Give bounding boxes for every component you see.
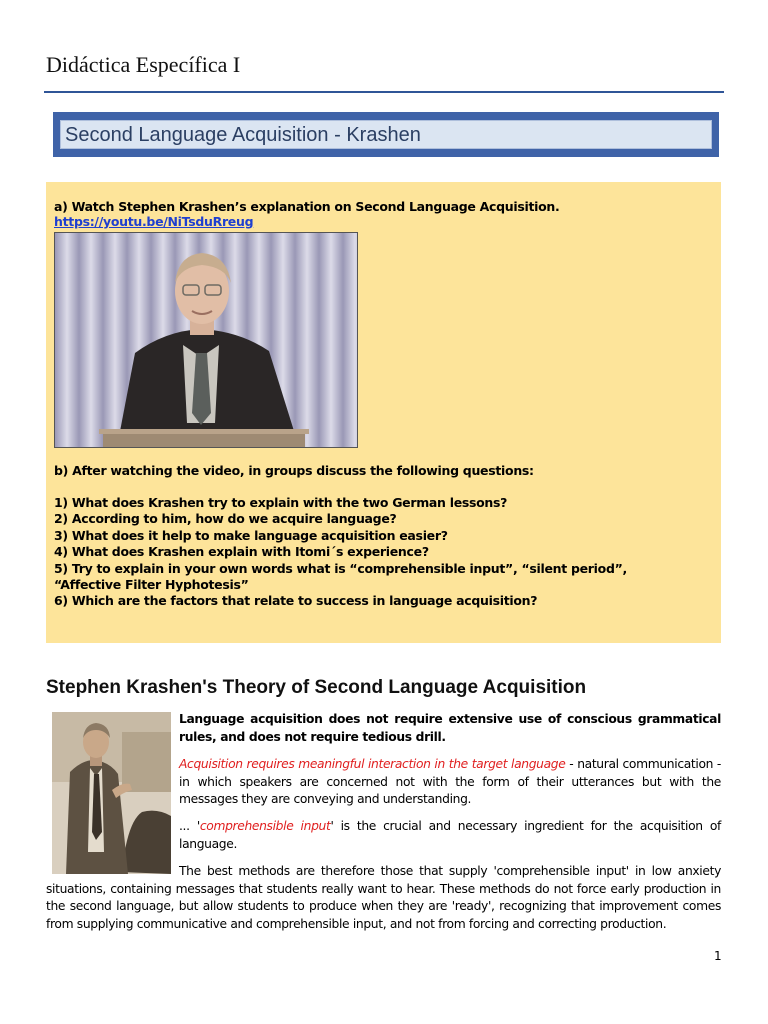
question-item: 4) What does Krashen explain with Itomi´s experience? (54, 544, 429, 560)
header-divider (44, 91, 724, 93)
question-item: 2) According to him, how do we acquire language? (54, 511, 397, 527)
question-list (54, 495, 674, 610)
video-link[interactable]: https://youtu.be/NiTsduRreug (54, 214, 254, 229)
task-box (46, 182, 721, 643)
paragraph-3 (179, 818, 721, 853)
task-a (54, 199, 721, 229)
paragraph-2 (179, 756, 721, 809)
page-title: Second Language Acquisition - Krashen (60, 120, 712, 149)
paragraph-3-prefix: ... ' (179, 819, 200, 833)
question-item: 3) What does it help to make language acquisition easier? (54, 527, 448, 543)
question-item: 1) What does Krashen try to explain with the two German lessons? (54, 495, 508, 510)
title-box (53, 112, 719, 157)
question-item: 5) Try to explain in your own words what is “comprehensible input”, “silent period”, “Affective Filter Hyphotesis” (54, 560, 627, 593)
task-a-text: a) Watch Stephen Krashen’s explanation on Second Language Acquisition. (54, 199, 560, 214)
task-b: b) After watching the video, in groups discuss the following questions: (54, 463, 534, 478)
paragraph-4: The best methods are therefore those that supply 'comprehensible input' in low anxiety situations, containing messages that students really want to hear. These methods do not force early production in the second language, but allow students to produce when they are 'ready', recognizing that improvement comes from supplying communicative and comprehensible input, and not from forcing and correcting production. (46, 864, 721, 931)
highlight-comprehensible-input: comprehensible input (199, 819, 331, 833)
document-header: Didáctica Específica I (46, 52, 241, 77)
krashen-photo (52, 712, 171, 874)
video-thumbnail[interactable] (54, 232, 358, 448)
paragraph-2-text: - natural communication - in which speakers are concerned not with the form of their utterances but with the messages they are conveying and understanding. (179, 757, 721, 806)
paragraph-3-text: ' is the crucial and necessary ingredient for the acquisition of language. (179, 819, 721, 851)
paragraph-1: Language acquisition does not require extensive use of conscious grammatical rules, and does not require tedious drill. (179, 712, 721, 744)
highlight-meaningful-interaction: Acquisition requires meaningful interaction in the target language (179, 757, 566, 771)
section-heading: Stephen Krashen's Theory of Second Language Acquisition (46, 677, 587, 698)
question-item: 6) Which are the factors that relate to success in language acquisition? (54, 593, 538, 609)
page-number: 1 (714, 949, 722, 963)
